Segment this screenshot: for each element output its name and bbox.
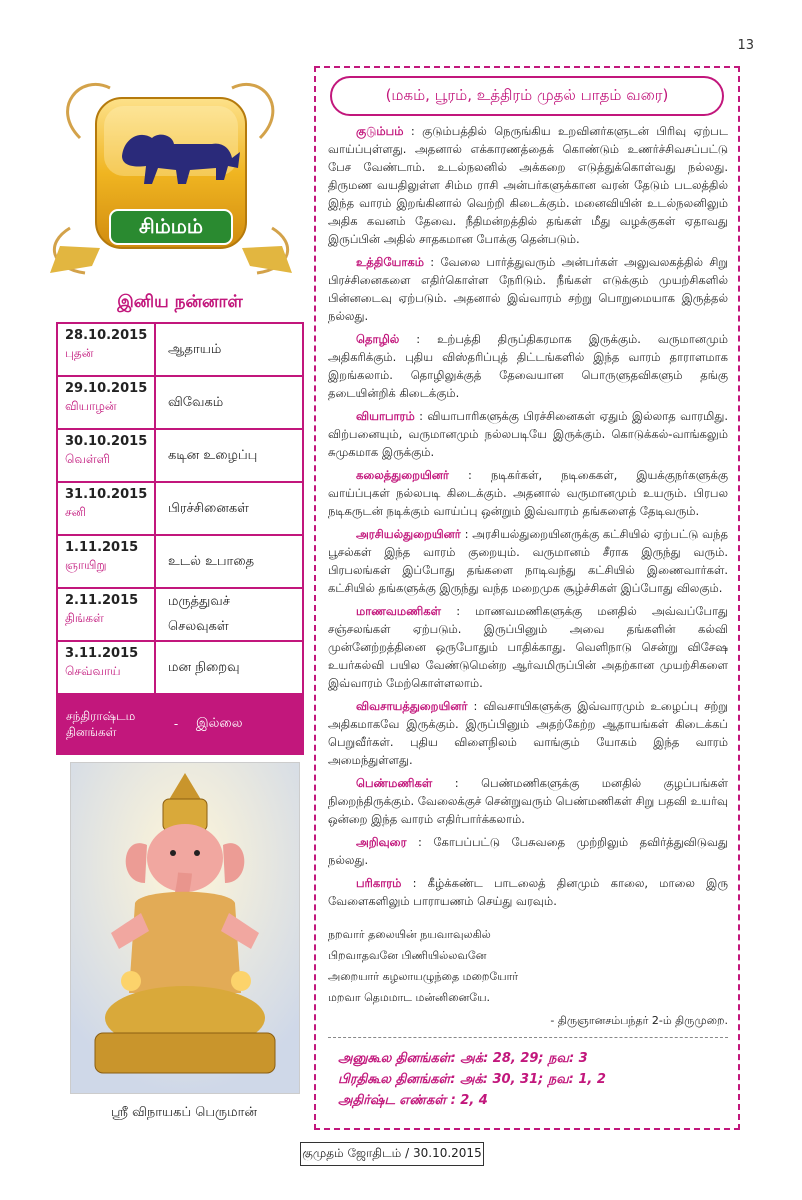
day-event: ஆதாயம் [168, 341, 222, 357]
prediction-section [328, 697, 728, 769]
magazine-footer: குமுதம் ஜோதிடம் / 30.10.2015 [300, 1142, 484, 1166]
section-text: : உற்பத்தி திருப்திகரமாக இருக்கும். வருமானமும் அதிகரிக்கும். புதிய விஸ்தரிப்புத் திட்டங்களில் இந்த வாரம் தாராளமாக இறங்கலாம். தொழிலுக்குத் தேவையான பொருளுதவிகளும் தங்கு தடையின்றிக் கிடைக்கும். [328, 332, 728, 400]
chandrashtama-label: தினங்கள் [66, 725, 117, 739]
day-event-line: செலவுகள் [168, 619, 229, 635]
day-weekday: புதன் [65, 346, 94, 360]
day-weekday: ஞாயிறு [65, 558, 107, 572]
section-heading: தொழில் [356, 332, 400, 346]
poem-line: அறையார் கழலாயழுந்தை மறையோர் [328, 970, 519, 983]
prediction-section [328, 466, 728, 520]
day-date: 3.11.2015 [65, 646, 139, 661]
prediction-section [328, 833, 728, 869]
lucky-line: அனுகூல தினங்கள்: அக்: 28, 29; நவ: 3 [338, 1051, 588, 1066]
section-heading: அறிவுரை [356, 835, 407, 849]
poem-line: பிறவாதவனே பிணியில்லவனே [328, 949, 487, 962]
lucky-line: பிரதிகூல தினங்கள்: அக்: 30, 31; நவ: 1, 2 [338, 1072, 606, 1087]
chandrashtama-dash: - [173, 717, 179, 731]
day-date: 31.10.2015 [65, 487, 148, 502]
section-heading: வியாபாரம் [356, 409, 415, 423]
section-heading: மாணவமணிகள் [356, 604, 441, 618]
table-row [58, 430, 302, 483]
day-event [156, 589, 302, 640]
prediction-section [328, 602, 728, 692]
day-date: 30.10.2015 [65, 434, 148, 449]
day-event: உடல் உபாதை [168, 553, 255, 569]
table-row [58, 589, 302, 642]
days-heading: இனிய நன்னாள் [117, 292, 243, 312]
day-event: மன நிறைவு [168, 659, 240, 675]
chandrashtama-label: சந்திராஷ்டம [66, 709, 136, 723]
section-text: : குடும்பத்தில் நெருங்கிய உறவினர்களுடன் பிரிவு ஏற்பட வாய்ப்புள்ளது. அதனால் எக்காரணத்தைக் கொண்டும் உணர்ச்சிவசப்பட்டு பேச வேண்டாம். உடல்நலனில் அக்கறை எடுத்துக்கொள்வது நல்லது. திருமண வயதிலுள்ள சிம்ம ராசி அன்பர்களுக்கான வரன் தேடும் படலத்தில் இந்த வாரம் இறங்கினால் வெற்றி கிடைக்கும். மனைவியின் உடல்நலனிலும் அதிக கவனம் தேவை. நீதிமன்றத்தில் தங்கள் மீது வழக்குகள் ஏதாவது இருப்பின் அதில் சாதகமான போக்கு தென்படும். [328, 124, 728, 246]
day-weekday: வெள்ளி [65, 452, 110, 466]
deity-image [70, 762, 300, 1094]
chandrashtama-row [58, 695, 302, 753]
poem-attribution: - திருஞானசம்பந்தர் 2-ம் திருமுறை. [550, 1014, 728, 1027]
poem-line: மறவா தெமமாட மன்னினையே. [328, 991, 491, 1004]
prediction-section [328, 122, 728, 248]
prediction-section [328, 874, 728, 910]
prediction-section [328, 774, 728, 828]
section-heading: கலைத்துறையினர் [356, 468, 449, 482]
section-heading: பரிகாரம் [356, 876, 402, 890]
table-row [58, 483, 302, 536]
page-number: 13 [737, 38, 754, 53]
section-heading: அரசியல்துறையினர் [356, 527, 461, 541]
section-text: : வியாபாரிகளுக்கு பிரச்சினைகள் ஏதும் இல்லாத வாரமிது. விற்பனையும், வருமானமும் நல்லபடியே இருக்கும். கொடுக்கல்-வாங்கலும் சுமுகமாக இருக்கும். [328, 409, 729, 459]
day-weekday: சனி [65, 505, 86, 519]
section-text: : பெண்மணிகளுக்கு மனதில் குழப்பங்கள் நிறைந்திருக்கும். வேலைக்குச் சென்றுவரும் பெண்மணிகள் சிறு பதவி உயர்வு ஒன்றை இந்த வாரம் எதிர்பார்க்கலாம். [328, 776, 728, 826]
section-heading: குடும்பம் [356, 124, 404, 138]
divider [328, 1037, 728, 1038]
stars-title: (மகம், பூரம், உத்திரம் முதல் பாதம் வரை) [330, 76, 724, 116]
table-row [58, 536, 302, 589]
day-date: 29.10.2015 [65, 381, 148, 396]
prediction-sections [328, 122, 728, 1111]
day-weekday: வியாழன் [65, 399, 117, 413]
section-text: : மாணவமணிகளுக்கு மனதில் அவ்வப்போது சஞ்சலங்கள் ஏற்படும். இருப்பினும் அவை தங்களின் கல்வி முன்னேற்றத்தினை ஒருபோதும் பாதிக்காது. வெளிநாடு சென்று விசேஷ உயர்கல்வி பயில வேண்டுமென்ற ஆர்வமிருப்பின் அதற்கான முயற்சிகளை இவ்வாரம் மேற்கொள்ளலாம். [328, 604, 728, 690]
chandrashtama-value: இல்லை [196, 716, 243, 731]
day-weekday: திங்கள் [65, 611, 104, 625]
deity-caption: ஸ்ரீ விநாயகப் பெருமான் [111, 1105, 257, 1120]
table-row [58, 377, 302, 430]
predictions-box [314, 66, 740, 1130]
day-event: கடின உழைப்பு [168, 447, 258, 463]
lucky-line: அதிர்ஷ்ட எண்கள் : 2, 4 [338, 1093, 488, 1108]
day-event-line: மருத்துவச் [168, 593, 230, 609]
prediction-section [328, 253, 728, 325]
section-text: : கோபப்பட்டு பேசுவதை முற்றிலும் தவிர்த்துவிடுவது நல்லது. [328, 835, 728, 867]
lucky-info [328, 1048, 728, 1111]
section-text: : விவசாயிகளுக்கு இவ்வாரமும் உழைப்பு சற்று அதிகமாகவே இருக்கும். இருப்பினும் அதற்கேற்ற ஆதாயங்கள் கிடைக்கப் பெறுவீர்கள். புதிய விளைநிலம் வாங்கும் யோகம் இந்த வாரம் அமைந்துள்ளது. [328, 699, 728, 767]
poem-line: நறவார் தலையின் நயவாவுலகில் [328, 928, 491, 941]
section-text: : அரசியல்துறையினருக்கு கட்சியில் ஏற்பட்டு வந்த பூசல்கள் இந்த வாரம் குறையும். வருமானம் சீராக இருந்து வரும். பிரபலங்கள் இப்போது தங்களை நாடிவந்து கட்சியில் இணைவார்கள். கட்சியில் தங்களுக்கு இருந்து வந்த மறைமுக சூழ்ச்சிகள் இப்போது விலகும். [328, 527, 728, 595]
day-weekday: செவ்வாய் [65, 664, 121, 678]
day-date: 1.11.2015 [65, 540, 139, 555]
days-table [56, 322, 304, 755]
rasi-emblem [40, 68, 302, 288]
day-event: பிரச்சினைகள் [168, 500, 249, 516]
emblem-label: சிம்மம் [139, 214, 203, 238]
prediction-section [328, 407, 728, 461]
prediction-section [328, 525, 728, 597]
section-text: : கீழ்க்கண்ட பாடலைத் தினமும் காலை, மாலை இரு வேளைகளிலும் பாராயணம் செய்து வரவும். [328, 876, 728, 908]
table-row [58, 324, 302, 377]
day-event: விவேகம் [168, 394, 224, 410]
day-date: 28.10.2015 [65, 328, 148, 343]
prediction-section [328, 330, 728, 402]
section-heading: உத்தியோகம் [356, 255, 424, 269]
section-heading: விவசாயத்துறையினர் [356, 699, 468, 713]
day-date: 2.11.2015 [65, 593, 139, 608]
remedy-poem [328, 924, 728, 1031]
section-heading: பெண்மணிகள் [356, 776, 433, 790]
table-row [58, 642, 302, 695]
section-text: : வேலை பார்த்துவரும் அன்பர்கள் அலுவலகத்தில் சிறு பிரச்சினைகளை எதிர்கொள்ள நேரிடும். நீங்கள் எடுக்கும் முயற்சிகளில் பின்னடைவு ஏற்படும். அதனால் இவ்வாரம் சற்று பொறுமையாக இருத்தல் நல்லது. [328, 255, 728, 323]
section-text: : நடிகர்கள், நடிகைகள், இயக்குநர்களுக்கு வாய்ப்புகள் நல்லபடி கிடைக்கும். அதனால் வருமானமும் உயரும். பிரபல நடிகருடன் நடிக்கும் வாய்ப்பு ஒன்றும் இவ்வாரம் தங்களைத் தேடிவரும். [328, 468, 728, 518]
